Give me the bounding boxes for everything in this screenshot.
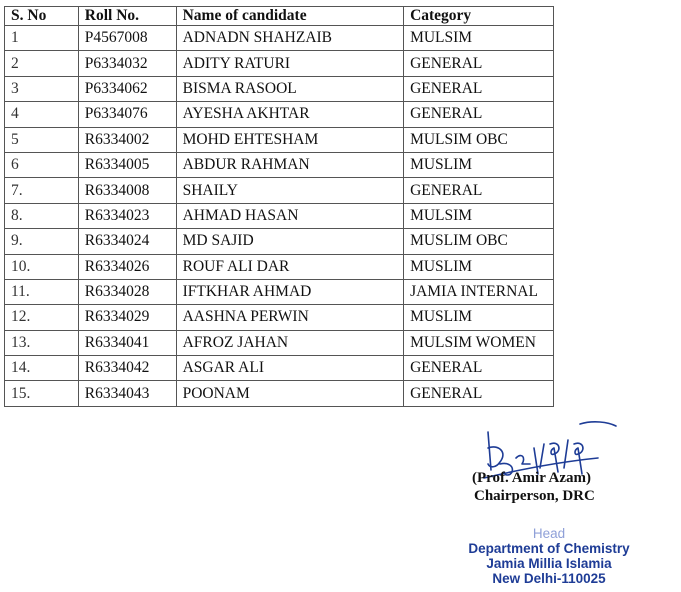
cell-sno: 15.: [5, 381, 79, 406]
cell-category: GENERAL: [404, 76, 554, 101]
cell-category: GENERAL: [404, 51, 554, 76]
cell-roll-no: R6334002: [78, 127, 176, 152]
cell-category: MULSIM: [404, 26, 554, 51]
cell-sno: 6: [5, 152, 79, 177]
cell-category: GENERAL: [404, 102, 554, 127]
cell-sno: 8.: [5, 203, 79, 228]
table-row: [5, 254, 554, 279]
cell-name: MD SAJID: [176, 229, 403, 254]
cell-name: AASHNA PERWIN: [176, 305, 403, 330]
cell-sno: 1: [5, 26, 79, 51]
table-row: [5, 127, 554, 152]
cell-name: MOHD EHTESHAM: [176, 127, 403, 152]
cell-name: AHMAD HASAN: [176, 203, 403, 228]
header-category: Category: [404, 7, 554, 26]
cell-roll-no: R6334023: [78, 203, 176, 228]
department-stamp: [464, 526, 634, 586]
cell-roll-no: P6334062: [78, 76, 176, 101]
cell-sno: 11.: [5, 279, 79, 304]
cell-sno: 5: [5, 127, 79, 152]
cell-roll-no: R6334024: [78, 229, 176, 254]
table-row: [5, 178, 554, 203]
table-row: [5, 305, 554, 330]
cell-sno: 3: [5, 76, 79, 101]
cell-name: IFTKHAR AHMAD: [176, 279, 403, 304]
cell-sno: 14.: [5, 356, 79, 381]
table-row: [5, 330, 554, 355]
stamp-line-head: Head: [532, 526, 566, 541]
cell-category: JAMIA INTERNAL: [404, 279, 554, 304]
header-sno: S. No: [5, 7, 79, 26]
cell-roll-no: R6334026: [78, 254, 176, 279]
cell-name: POONAM: [176, 381, 403, 406]
cell-sno: 4: [5, 102, 79, 127]
cell-roll-no: R6334029: [78, 305, 176, 330]
table-header-row: [5, 7, 554, 26]
cell-roll-no: R6334028: [78, 279, 176, 304]
cell-roll-no: P6334076: [78, 102, 176, 127]
table-body: [5, 26, 554, 407]
cell-name: ABDUR RAHMAN: [176, 152, 403, 177]
table-row: [5, 152, 554, 177]
stamp-line-department: Department of Chemistry: [468, 541, 630, 556]
cell-roll-no: R6334041: [78, 330, 176, 355]
cell-name: ASGAR ALI: [176, 356, 403, 381]
signatory-name: (Prof. Amir Azam): [472, 470, 591, 486]
table-row: [5, 26, 554, 51]
header-name: Name of candidate: [176, 7, 403, 26]
cell-roll-no: R6334008: [78, 178, 176, 203]
cell-sno: 13.: [5, 330, 79, 355]
cell-name: AFROZ JAHAN: [176, 330, 403, 355]
cell-name: ADNADN SHAHZAIB: [176, 26, 403, 51]
candidate-table: [4, 6, 554, 407]
cell-roll-no: R6334043: [78, 381, 176, 406]
cell-sno: 7.: [5, 178, 79, 203]
table-row: [5, 356, 554, 381]
cell-name: SHAILY: [176, 178, 403, 203]
cell-sno: 2: [5, 51, 79, 76]
table-row: [5, 279, 554, 304]
cell-roll-no: R6334005: [78, 152, 176, 177]
cell-sno: 12.: [5, 305, 79, 330]
cell-category: GENERAL: [404, 178, 554, 203]
header-roll-no: Roll No.: [78, 7, 176, 26]
cell-category: GENERAL: [404, 381, 554, 406]
cell-category: MUSLIM OBC: [404, 229, 554, 254]
cell-category: GENERAL: [404, 356, 554, 381]
cell-sno: 9.: [5, 229, 79, 254]
cell-name: BISMA RASOOL: [176, 76, 403, 101]
table-row: [5, 203, 554, 228]
cell-category: MUSLIM: [404, 305, 554, 330]
cell-roll-no: P4567008: [78, 26, 176, 51]
cell-name: ROUF ALI DAR: [176, 254, 403, 279]
cell-category: MUSLIM: [404, 254, 554, 279]
cell-sno: 10.: [5, 254, 79, 279]
cell-category: MULSIM OBC: [404, 127, 554, 152]
cell-name: AYESHA AKHTAR: [176, 102, 403, 127]
cell-roll-no: R6334042: [78, 356, 176, 381]
cell-name: ADITY RATURI: [176, 51, 403, 76]
table-row: [5, 102, 554, 127]
table-row: [5, 381, 554, 406]
stamp-line-university: Jamia Millia Islamia: [486, 556, 612, 571]
table-row: [5, 76, 554, 101]
cell-category: MULSIM: [404, 203, 554, 228]
stamp-line-city: New Delhi-110025: [492, 571, 606, 586]
table-row: [5, 51, 554, 76]
cell-roll-no: P6334032: [78, 51, 176, 76]
cell-category: MUSLIM: [404, 152, 554, 177]
signatory-title: Chairperson, DRC: [474, 488, 595, 504]
table-row: [5, 229, 554, 254]
cell-category: MULSIM WOMEN: [404, 330, 554, 355]
